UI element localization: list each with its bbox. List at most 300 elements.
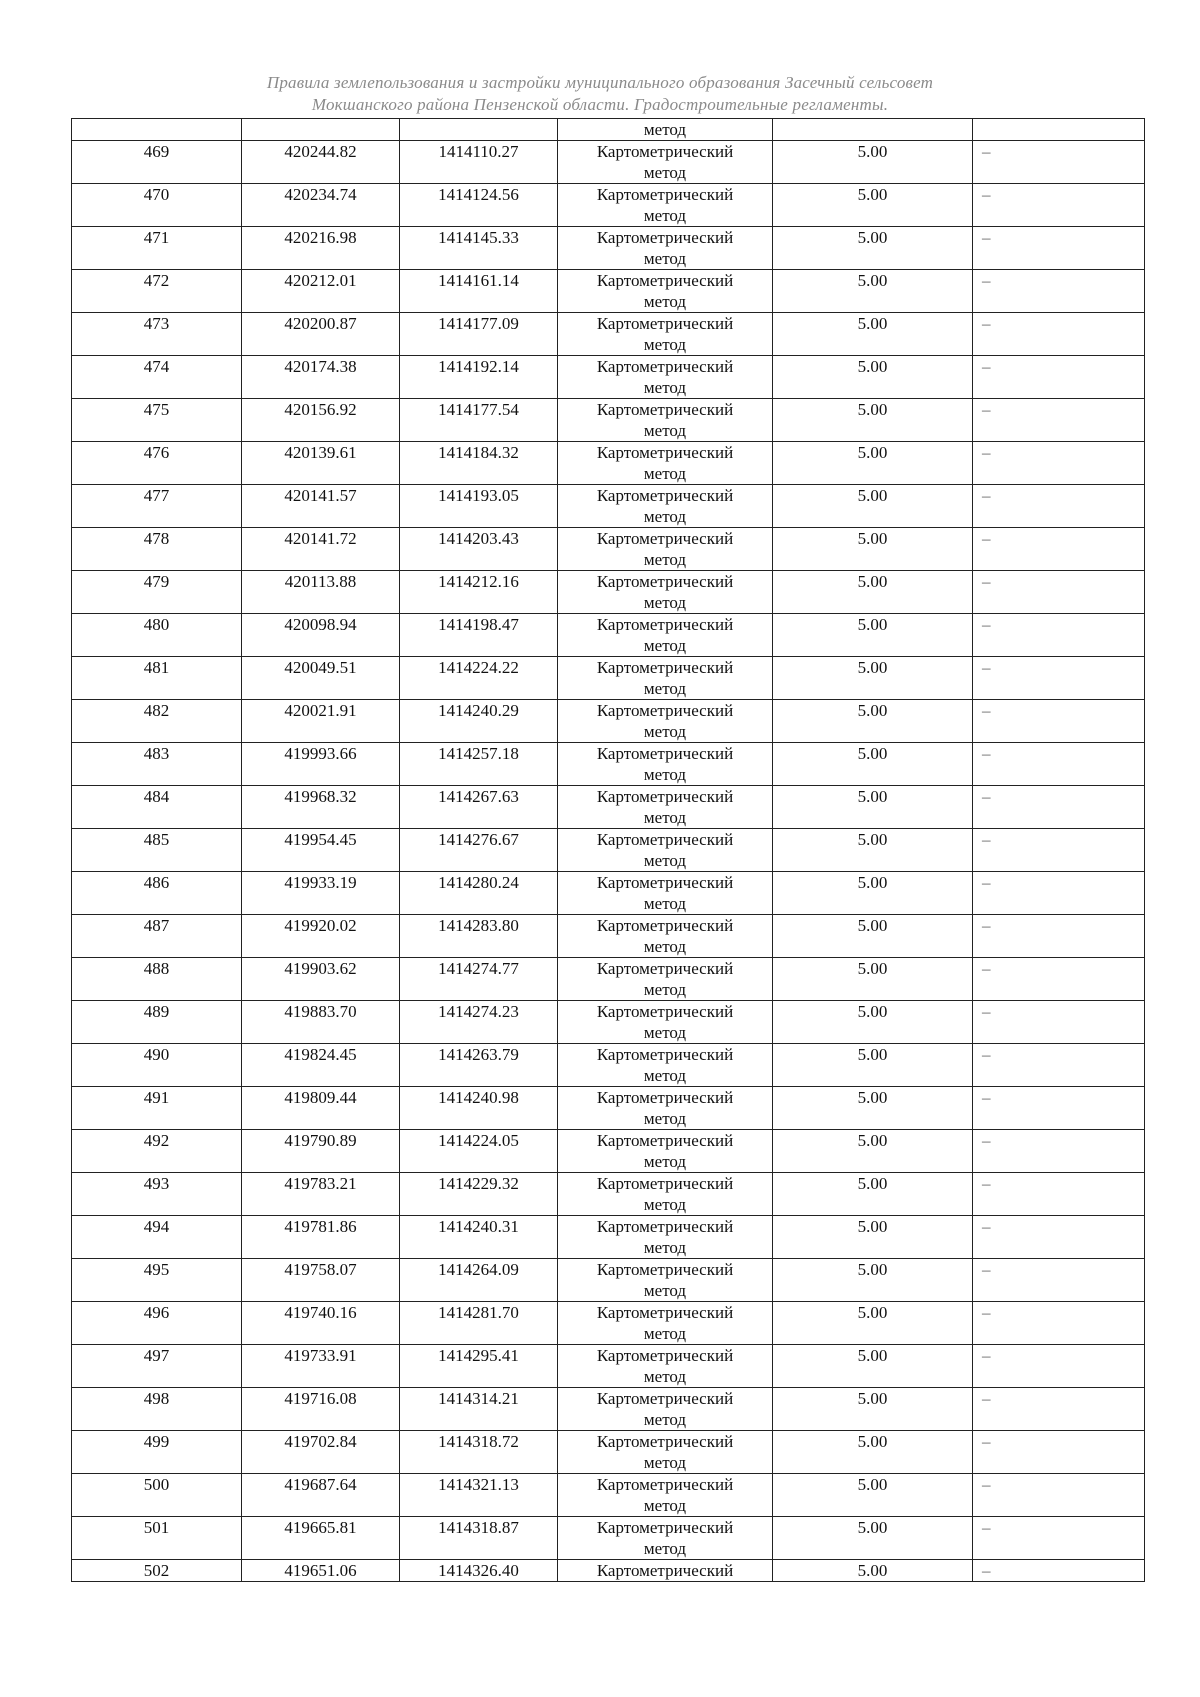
method-line-2: метод	[643, 937, 687, 956]
point-number-cell: 496	[72, 1302, 242, 1345]
continuation-cell-note	[973, 119, 1145, 141]
method-line-1: Картометрический	[596, 1389, 734, 1408]
table-row	[72, 958, 1145, 1001]
method-line-1: Картометрический	[596, 228, 734, 247]
method-line-1: Картометрический	[596, 529, 734, 548]
method-line-1: Картометрический	[596, 1346, 734, 1365]
note-cell: –	[973, 1044, 1145, 1087]
y-coordinate-cell: 1414264.09	[400, 1259, 558, 1302]
accuracy-cell: 5.00	[773, 1173, 973, 1216]
method-cell	[558, 872, 773, 915]
method-cell	[558, 614, 773, 657]
method-line-2: метод	[643, 679, 687, 698]
method-line-2: метод	[643, 1152, 687, 1171]
method-line-1: Картометрический	[596, 400, 734, 419]
table-row	[72, 313, 1145, 356]
y-coordinate-cell: 1414193.05	[400, 485, 558, 528]
y-coordinate-cell: 1414283.80	[400, 915, 558, 958]
method-line-1: Картометрический	[596, 1131, 734, 1150]
method-cell	[558, 1431, 773, 1474]
note-cell: –	[973, 227, 1145, 270]
accuracy-cell: 5.00	[773, 1560, 973, 1582]
accuracy-cell: 5.00	[773, 1388, 973, 1431]
note-cell: –	[973, 614, 1145, 657]
note-cell: –	[973, 700, 1145, 743]
table-row	[72, 227, 1145, 270]
method-cell	[558, 1388, 773, 1431]
method-line-1: Картометрический	[596, 959, 734, 978]
y-coordinate-cell: 1414161.14	[400, 270, 558, 313]
table-row	[72, 915, 1145, 958]
method-line-2: метод	[643, 206, 687, 225]
method-cell	[558, 1474, 773, 1517]
x-coordinate-cell: 419954.45	[242, 829, 400, 872]
point-number-cell: 497	[72, 1345, 242, 1388]
y-coordinate-cell: 1414280.24	[400, 872, 558, 915]
x-coordinate-cell: 419933.19	[242, 872, 400, 915]
point-number-cell: 494	[72, 1216, 242, 1259]
x-coordinate-cell: 420174.38	[242, 356, 400, 399]
accuracy-cell: 5.00	[773, 1259, 973, 1302]
accuracy-cell: 5.00	[773, 227, 973, 270]
point-number-cell: 482	[72, 700, 242, 743]
x-coordinate-cell: 420234.74	[242, 184, 400, 227]
method-line-2: метод	[643, 1496, 687, 1515]
point-number-cell: 485	[72, 829, 242, 872]
note-cell: –	[973, 1087, 1145, 1130]
method-cell	[558, 1517, 773, 1560]
method-line-2: метод	[643, 507, 687, 526]
method-cell	[558, 141, 773, 184]
x-coordinate-cell: 420200.87	[242, 313, 400, 356]
accuracy-cell: 5.00	[773, 1431, 973, 1474]
table-row	[72, 829, 1145, 872]
note-cell: –	[973, 485, 1145, 528]
y-coordinate-cell: 1414110.27	[400, 141, 558, 184]
accuracy-cell: 5.00	[773, 614, 973, 657]
method-cell	[558, 1345, 773, 1388]
x-coordinate-cell: 419809.44	[242, 1087, 400, 1130]
header-line-1: Правила землепользования и застройки муниципального образования Засечный сельсовет	[266, 73, 934, 92]
point-number-cell: 495	[72, 1259, 242, 1302]
note-cell: –	[973, 915, 1145, 958]
x-coordinate-cell: 420049.51	[242, 657, 400, 700]
x-coordinate-cell: 419665.81	[242, 1517, 400, 1560]
point-number-cell: 487	[72, 915, 242, 958]
point-number-cell: 480	[72, 614, 242, 657]
x-coordinate-cell: 420216.98	[242, 227, 400, 270]
method-line-2: метод	[643, 1324, 687, 1343]
point-number-cell: 472	[72, 270, 242, 313]
x-coordinate-cell: 419716.08	[242, 1388, 400, 1431]
y-coordinate-cell: 1414224.22	[400, 657, 558, 700]
method-line-1: Картометрический	[596, 1475, 734, 1494]
method-cell	[558, 227, 773, 270]
point-number-cell: 479	[72, 571, 242, 614]
accuracy-cell: 5.00	[773, 399, 973, 442]
header-line-2: Мокшанского района Пензенской области. Градостроительные регламенты.	[311, 95, 889, 114]
method-line-1: Картометрический	[596, 1432, 734, 1451]
method-line-1: Картометрический	[596, 787, 734, 806]
method-line-1: Картометрический	[596, 1518, 734, 1537]
note-cell: –	[973, 184, 1145, 227]
accuracy-cell: 5.00	[773, 270, 973, 313]
point-number-cell: 498	[72, 1388, 242, 1431]
x-coordinate-cell: 419824.45	[242, 1044, 400, 1087]
y-coordinate-cell: 1414318.87	[400, 1517, 558, 1560]
method-line-2: метод	[643, 722, 687, 741]
method-cell	[558, 270, 773, 313]
note-cell: –	[973, 399, 1145, 442]
y-coordinate-cell: 1414274.77	[400, 958, 558, 1001]
y-coordinate-cell: 1414192.14	[400, 356, 558, 399]
table-row	[72, 1302, 1145, 1345]
method-line-2: метод	[643, 464, 687, 483]
note-cell: –	[973, 829, 1145, 872]
table-row	[72, 786, 1145, 829]
accuracy-cell: 5.00	[773, 657, 973, 700]
method-line-1: Картометрический	[596, 1217, 734, 1236]
accuracy-cell: 5.00	[773, 1087, 973, 1130]
method-line-2: метод	[643, 1066, 687, 1085]
point-number-cell: 484	[72, 786, 242, 829]
method-line-2: метод	[643, 593, 687, 612]
method-cell	[558, 1001, 773, 1044]
y-coordinate-cell: 1414257.18	[400, 743, 558, 786]
accuracy-cell: 5.00	[773, 528, 973, 571]
point-number-cell: 471	[72, 227, 242, 270]
x-coordinate-cell: 420156.92	[242, 399, 400, 442]
method-cell	[558, 958, 773, 1001]
method-line-1: Картометрический	[596, 873, 734, 892]
x-coordinate-cell: 419790.89	[242, 1130, 400, 1173]
x-coordinate-cell: 419920.02	[242, 915, 400, 958]
point-number-cell: 473	[72, 313, 242, 356]
method-cell	[558, 700, 773, 743]
table-row	[72, 184, 1145, 227]
x-coordinate-cell: 420139.61	[242, 442, 400, 485]
point-number-cell: 488	[72, 958, 242, 1001]
method-line-1: Картометрический	[596, 443, 734, 462]
method-cell	[558, 1087, 773, 1130]
method-cell	[558, 528, 773, 571]
accuracy-cell: 5.00	[773, 571, 973, 614]
method-line-2: метод	[643, 636, 687, 655]
accuracy-cell: 5.00	[773, 958, 973, 1001]
y-coordinate-cell: 1414318.72	[400, 1431, 558, 1474]
method-line-1: Картометрический	[596, 486, 734, 505]
note-cell: –	[973, 743, 1145, 786]
method-line-2: метод	[643, 765, 687, 784]
method-cell	[558, 1259, 773, 1302]
x-coordinate-cell: 419758.07	[242, 1259, 400, 1302]
y-coordinate-cell: 1414263.79	[400, 1044, 558, 1087]
method-line-1: Картометрический	[596, 357, 734, 376]
accuracy-cell: 5.00	[773, 1345, 973, 1388]
table-row	[72, 1173, 1145, 1216]
method-cell	[558, 356, 773, 399]
x-coordinate-cell: 419687.64	[242, 1474, 400, 1517]
x-coordinate-cell: 420021.91	[242, 700, 400, 743]
point-number-cell: 476	[72, 442, 242, 485]
point-number-cell: 477	[72, 485, 242, 528]
table-row	[72, 571, 1145, 614]
y-coordinate-cell: 1414240.29	[400, 700, 558, 743]
accuracy-cell: 5.00	[773, 786, 973, 829]
method-line-2: метод	[643, 1539, 687, 1558]
note-cell: –	[973, 1517, 1145, 1560]
method-line-2: метод	[643, 335, 687, 354]
method-line-1: Картометрический	[596, 701, 734, 720]
method-line-1: Картометрический	[596, 1174, 734, 1193]
y-coordinate-cell: 1414240.31	[400, 1216, 558, 1259]
continuation-cell-method: метод	[558, 119, 773, 141]
method-cell	[558, 1130, 773, 1173]
method-line-1: Картометрический	[596, 916, 734, 935]
method-line-1: Картометрический	[596, 615, 734, 634]
note-cell: –	[973, 1173, 1145, 1216]
point-number-cell: 489	[72, 1001, 242, 1044]
table-row	[72, 657, 1145, 700]
point-number-cell: 474	[72, 356, 242, 399]
table-row	[72, 528, 1145, 571]
y-coordinate-cell: 1414267.63	[400, 786, 558, 829]
x-coordinate-cell: 419702.84	[242, 1431, 400, 1474]
x-coordinate-cell: 419903.62	[242, 958, 400, 1001]
method-line-2: метод	[643, 1410, 687, 1429]
x-coordinate-cell: 420244.82	[242, 141, 400, 184]
note-cell: –	[973, 958, 1145, 1001]
y-coordinate-cell: 1414177.54	[400, 399, 558, 442]
method-cell	[558, 1302, 773, 1345]
y-coordinate-cell: 1414240.98	[400, 1087, 558, 1130]
method-cell	[558, 442, 773, 485]
continuation-cell-x	[242, 119, 400, 141]
x-coordinate-cell: 420212.01	[242, 270, 400, 313]
x-coordinate-cell: 419740.16	[242, 1302, 400, 1345]
table-row	[72, 442, 1145, 485]
accuracy-cell: 5.00	[773, 1001, 973, 1044]
x-coordinate-cell: 419968.32	[242, 786, 400, 829]
accuracy-cell: 5.00	[773, 356, 973, 399]
note-cell: –	[973, 442, 1145, 485]
y-coordinate-cell: 1414276.67	[400, 829, 558, 872]
method-line-1: Картометрический	[596, 658, 734, 677]
method-cell	[558, 1216, 773, 1259]
table-row	[72, 1044, 1145, 1087]
method-line-2: метод	[643, 1109, 687, 1128]
method-line-1: Картометрический	[596, 185, 734, 204]
y-coordinate-cell: 1414295.41	[400, 1345, 558, 1388]
y-coordinate-cell: 1414184.32	[400, 442, 558, 485]
y-coordinate-cell: 1414203.43	[400, 528, 558, 571]
table-row	[72, 356, 1145, 399]
method-line-1: Картометрический	[596, 1088, 734, 1107]
table-row	[72, 270, 1145, 313]
method-line-1: Картометрический	[596, 1002, 734, 1021]
x-coordinate-cell: 420141.57	[242, 485, 400, 528]
y-coordinate-cell: 1414177.09	[400, 313, 558, 356]
table-row	[72, 1517, 1145, 1560]
method-line-2: метод	[643, 163, 687, 182]
method-line-1: Картометрический	[596, 1303, 734, 1322]
method-line-1: Картометрический	[596, 271, 734, 290]
method-line-2: метод	[643, 1453, 687, 1472]
accuracy-cell: 5.00	[773, 872, 973, 915]
note-cell: –	[973, 1431, 1145, 1474]
point-number-cell: 475	[72, 399, 242, 442]
table-row	[72, 1345, 1145, 1388]
note-cell: –	[973, 356, 1145, 399]
method-line-2: метод	[643, 550, 687, 569]
point-number-cell: 500	[72, 1474, 242, 1517]
note-cell: –	[973, 1388, 1145, 1431]
accuracy-cell: 5.00	[773, 915, 973, 958]
method-line-2: метод	[643, 1023, 687, 1042]
note-cell: –	[973, 1130, 1145, 1173]
table-row	[72, 1087, 1145, 1130]
note-cell: –	[973, 1001, 1145, 1044]
point-number-cell: 493	[72, 1173, 242, 1216]
method-cell	[558, 786, 773, 829]
y-coordinate-cell: 1414314.21	[400, 1388, 558, 1431]
table-row	[72, 1130, 1145, 1173]
note-cell: –	[973, 1345, 1145, 1388]
y-coordinate-cell: 1414326.40	[400, 1560, 558, 1582]
table-row	[72, 1474, 1145, 1517]
y-coordinate-cell: 1414224.05	[400, 1130, 558, 1173]
note-cell: –	[973, 1474, 1145, 1517]
method-line-2: метод	[643, 851, 687, 870]
point-number-cell: 502	[72, 1560, 242, 1582]
accuracy-cell: 5.00	[773, 829, 973, 872]
accuracy-cell: 5.00	[773, 1216, 973, 1259]
y-coordinate-cell: 1414198.47	[400, 614, 558, 657]
accuracy-cell: 5.00	[773, 442, 973, 485]
table-row	[72, 1216, 1145, 1259]
accuracy-cell: 5.00	[773, 1130, 973, 1173]
method-line-1: Картометрический	[596, 1045, 734, 1064]
method-line-2: метод	[643, 421, 687, 440]
method-cell	[558, 485, 773, 528]
x-coordinate-cell: 419783.21	[242, 1173, 400, 1216]
accuracy-cell: 5.00	[773, 700, 973, 743]
accuracy-cell: 5.00	[773, 184, 973, 227]
y-coordinate-cell: 1414124.56	[400, 184, 558, 227]
note-cell: –	[973, 657, 1145, 700]
y-coordinate-cell: 1414229.32	[400, 1173, 558, 1216]
note-cell: –	[973, 1302, 1145, 1345]
point-number-cell: 481	[72, 657, 242, 700]
x-coordinate-cell: 420113.88	[242, 571, 400, 614]
method-line-2: метод	[643, 378, 687, 397]
point-number-cell: 499	[72, 1431, 242, 1474]
method-line-2: метод	[643, 292, 687, 311]
table-row	[72, 743, 1145, 786]
method-cell	[558, 657, 773, 700]
x-coordinate-cell: 419781.86	[242, 1216, 400, 1259]
continuation-row	[72, 119, 1145, 141]
note-cell: –	[973, 1259, 1145, 1302]
x-coordinate-cell: 419651.06	[242, 1560, 400, 1582]
accuracy-cell: 5.00	[773, 1474, 973, 1517]
method-cell	[558, 1173, 773, 1216]
table-row	[72, 399, 1145, 442]
method-line-2: метод	[643, 1367, 687, 1386]
method-line-2: метод	[643, 894, 687, 913]
table-row	[72, 1431, 1145, 1474]
accuracy-cell: 5.00	[773, 1517, 973, 1560]
point-number-cell: 491	[72, 1087, 242, 1130]
accuracy-cell: 5.00	[773, 485, 973, 528]
note-cell: –	[973, 571, 1145, 614]
table-row	[72, 872, 1145, 915]
accuracy-cell: 5.00	[773, 1044, 973, 1087]
y-coordinate-cell: 1414145.33	[400, 227, 558, 270]
note-cell: –	[973, 141, 1145, 184]
point-number-cell: 478	[72, 528, 242, 571]
table-row	[72, 1259, 1145, 1302]
method-line-2: метод	[643, 1238, 687, 1257]
table-row	[72, 141, 1145, 184]
method-cell	[558, 743, 773, 786]
method-line-1: Картометрический	[596, 314, 734, 333]
note-cell: –	[973, 528, 1145, 571]
point-number-cell: 490	[72, 1044, 242, 1087]
method-line-2: метод	[643, 249, 687, 268]
x-coordinate-cell: 419733.91	[242, 1345, 400, 1388]
table-row	[72, 700, 1145, 743]
table-row-last	[72, 1560, 1145, 1582]
method-line-2: метод	[643, 1281, 687, 1300]
coordinates-table-body	[72, 119, 1145, 1582]
note-cell: –	[973, 1216, 1145, 1259]
note-cell: –	[973, 786, 1145, 829]
accuracy-cell: 5.00	[773, 1302, 973, 1345]
method-line-1: Картометрический	[596, 572, 734, 591]
method-line-2: метод	[643, 808, 687, 827]
method-cell	[558, 1044, 773, 1087]
method-line-1: Картометрический	[596, 830, 734, 849]
table-row	[72, 614, 1145, 657]
note-cell: –	[973, 270, 1145, 313]
point-number-cell: 483	[72, 743, 242, 786]
method-line-1: Картометрический	[596, 744, 734, 763]
point-number-cell: 486	[72, 872, 242, 915]
method-cell	[558, 399, 773, 442]
note-cell: –	[973, 313, 1145, 356]
table-row	[72, 1001, 1145, 1044]
method-line-2: метод	[643, 980, 687, 999]
accuracy-cell: 5.00	[773, 743, 973, 786]
method-cell: Картометрический	[558, 1560, 773, 1582]
note-cell: –	[973, 1560, 1145, 1582]
point-number-cell: 470	[72, 184, 242, 227]
method-cell	[558, 184, 773, 227]
method-cell	[558, 915, 773, 958]
table-row	[72, 1388, 1145, 1431]
document-running-header	[0, 72, 1200, 116]
point-number-cell: 469	[72, 141, 242, 184]
method-cell	[558, 829, 773, 872]
note-cell: –	[973, 872, 1145, 915]
continuation-cell-y	[400, 119, 558, 141]
coordinates-table	[71, 118, 1145, 1582]
method-line-1: Картометрический	[596, 1260, 734, 1279]
table-row	[72, 485, 1145, 528]
accuracy-cell: 5.00	[773, 141, 973, 184]
x-coordinate-cell: 419883.70	[242, 1001, 400, 1044]
